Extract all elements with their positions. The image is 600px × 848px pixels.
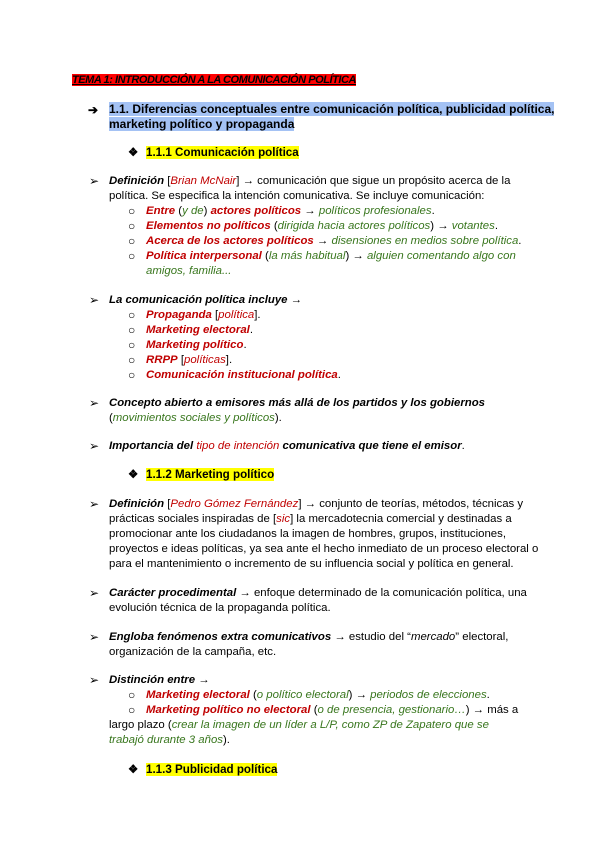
list-item: Propaganda [política]. bbox=[146, 309, 261, 321]
concept-paragraph-line2: (movimientos sociales y políticos). bbox=[109, 412, 282, 424]
definition-paragraph-line5: para el mantenimiento o incremento de su influencia social y política en general. bbox=[109, 558, 514, 570]
definition-paragraph-line3: promocionar ante los ciudadanos la imagen de hombres, grupos, instituciones, bbox=[109, 528, 507, 540]
bullet-icon: ➢ bbox=[89, 293, 100, 307]
list-item-continuation: trabajó durante 3 años). bbox=[109, 734, 230, 746]
list-item-continuation: amigos, familia... bbox=[146, 265, 232, 277]
engloba-paragraph-line2: organización de la campaña, etc. bbox=[109, 646, 277, 658]
arrow-icon: ➔ bbox=[88, 103, 99, 117]
definition-paragraph: Definición [Brian McNair] → comunicación que sigue un propósito acerca de la bbox=[109, 175, 511, 187]
section-heading-1-1: 1.1. Diferencias conceptuales entre comunicación política, publicidad política, bbox=[109, 102, 555, 116]
diamond-icon: ❖ bbox=[128, 763, 139, 776]
definition-paragraph: Definición [Pedro Gómez Fernández] → conjunto de teorías, métodos, técnicas y bbox=[109, 498, 524, 510]
subsection-heading-1-1-2: 1.1.2 Marketing político bbox=[146, 468, 275, 481]
circle-icon: ○ bbox=[128, 308, 136, 322]
circle-icon: ○ bbox=[128, 219, 136, 233]
list-item: Marketing electoral. bbox=[146, 324, 253, 336]
distinction-heading: Distinción entre → bbox=[109, 674, 210, 686]
bullet-icon: ➢ bbox=[89, 497, 100, 511]
list-item: Marketing electoral (o político electoral) → periodos de elecciones. bbox=[146, 689, 490, 701]
circle-icon: ○ bbox=[128, 338, 136, 352]
list-item: RRPP [políticas]. bbox=[146, 354, 233, 366]
list-item-continuation: largo plazo (crear la imagen de un líder a L/P, como ZP de Zapatero que se bbox=[109, 719, 489, 731]
list-item: Marketing político. bbox=[146, 339, 247, 351]
circle-icon: ○ bbox=[128, 249, 136, 263]
list-item: Política interpersonal (la más habitual) → alguien comentando algo con bbox=[146, 250, 516, 262]
circle-icon: ○ bbox=[128, 368, 136, 382]
bullet-icon: ➢ bbox=[89, 630, 100, 644]
circle-icon: ○ bbox=[128, 234, 136, 248]
page-title: TEMA 1: INTRODUCCIÓN A LA COMUNICACIÓN POLÍTICA bbox=[72, 74, 356, 86]
bullet-icon: ➢ bbox=[89, 586, 100, 600]
diamond-icon: ❖ bbox=[128, 468, 139, 481]
list-item: Comunicación institucional política. bbox=[146, 369, 341, 381]
engloba-paragraph: Engloba fenómenos extra comunicativos → estudio del “mercado” electoral, bbox=[109, 631, 509, 643]
section-heading-1-1-line2: marketing político y propaganda bbox=[109, 117, 295, 131]
definition-paragraph-line2: política. Se especifica la intención comunicativa. Se incluye comunicación: bbox=[109, 190, 485, 202]
circle-icon: ○ bbox=[128, 204, 136, 218]
subsection-heading-1-1-1: 1.1.1 Comunicación política bbox=[146, 146, 299, 159]
circle-icon: ○ bbox=[128, 353, 136, 367]
circle-icon: ○ bbox=[128, 688, 136, 702]
procedural-paragraph-line2: evolución técnica de la propaganda política. bbox=[109, 602, 331, 614]
subsection-heading-1-1-3: 1.1.3 Publicidad política bbox=[146, 763, 278, 776]
importance-paragraph: Importancia del tipo de intención comunicativa que tiene el emisor. bbox=[109, 440, 465, 452]
circle-icon: ○ bbox=[128, 323, 136, 337]
diamond-icon: ❖ bbox=[128, 146, 139, 159]
definition-paragraph-line4: proyectos e ideas políticas, ya sea ante el hecho inmediato de un proceso electoral o bbox=[109, 543, 539, 555]
bullet-icon: ➢ bbox=[89, 439, 100, 453]
definition-paragraph-line2: prácticas sociales inspiradas de [sic] la mercadotecnia comercial y destinadas a bbox=[109, 513, 512, 525]
circle-icon: ○ bbox=[128, 703, 136, 717]
bullet-icon: ➢ bbox=[89, 174, 100, 188]
bullet-icon: ➢ bbox=[89, 396, 100, 410]
concept-paragraph: Concepto abierto a emisores más allá de los partidos y los gobiernos bbox=[109, 397, 485, 409]
bullet-icon: ➢ bbox=[89, 673, 100, 687]
list-item: Marketing político no electoral (o de presencia, gestionario…) → más a bbox=[146, 704, 519, 716]
list-item: Acerca de los actores políticos → disensiones en medios sobre política. bbox=[146, 235, 522, 247]
procedural-paragraph: Carácter procedimental → enfoque determinado de la comunicación política, una bbox=[109, 587, 527, 599]
list-item: Elementos no políticos (dirigida hacia actores políticos) → votantes. bbox=[146, 220, 498, 232]
includes-heading: La comunicación política incluye → bbox=[109, 294, 303, 306]
list-item: Entre (y de) actores políticos → políticos profesionales. bbox=[146, 205, 435, 217]
